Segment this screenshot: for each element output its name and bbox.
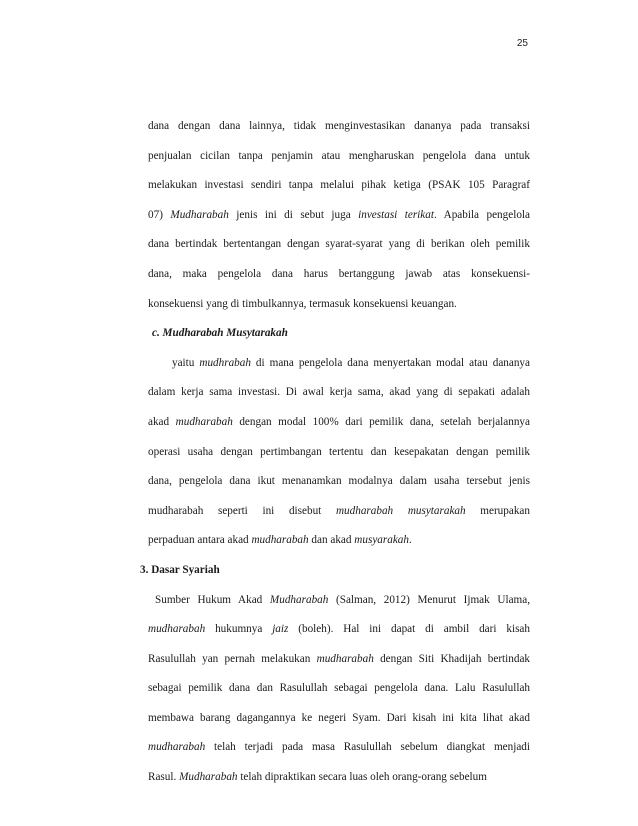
paragraph-2	[148, 349, 530, 556]
italic-term: mudharabah	[316, 652, 374, 665]
text-line	[148, 438, 530, 468]
text-run: jenis ini di sebut juga	[228, 208, 359, 221]
text-line	[148, 704, 530, 734]
text-run: operasi usaha dengan pertimbangan tertentu dan kesepakatan dengan pemilik	[148, 445, 530, 458]
text-line	[148, 615, 530, 645]
text-line	[148, 378, 530, 408]
text-run: di mana pengelola dana menyertakan modal atau dananya	[250, 356, 530, 369]
italic-term: mudharabah	[148, 741, 206, 754]
text-run: dana bertindak bertentangan dengan syarat-syarat yang di berikan oleh pemilik	[148, 238, 530, 251]
italic-term: mudharabah musytarakah	[335, 504, 466, 517]
text-line	[148, 645, 530, 675]
italic-term: jaiz	[272, 623, 289, 636]
text-run: melakukan investasi sendiri tanpa melalui pihak ketiga (PSAK 105 Paragraf	[148, 179, 530, 192]
text-line	[148, 349, 530, 379]
text-run: dana, pengelola dana ikut menanamkan modalnya dalam usaha tersebut jenis	[148, 475, 530, 488]
heading-dasar-syariah: 3. Dasar Syariah	[140, 563, 220, 576]
text-run: (Salman, 2012) Menurut Ijmak Ulama,	[328, 593, 530, 606]
text-line	[148, 171, 530, 201]
text-run: . Apabila pengelola	[433, 208, 530, 221]
text-run: penjualan cicilan tanpa penjamin atau mengharuskan pengelola dana untuk	[148, 149, 530, 162]
text-run: Rasul.	[148, 771, 180, 784]
text-run: akad	[148, 415, 176, 428]
page-number: 25	[516, 38, 528, 49]
italic-term: Mudharabah	[269, 593, 329, 606]
italic-term: mudharabah	[175, 415, 233, 428]
text-run: konsekuensi yang di timbulkannya, termasuk konsekuensi keuangan.	[148, 297, 457, 310]
text-line	[148, 497, 530, 527]
text-run: dana dengan dana lainnya, tidak menginvestasikan dananya pada transaksi	[148, 120, 530, 132]
italic-term: mudharabah	[251, 534, 309, 547]
text-run: telah terjadi pada masa Rasulullah sebelum diangkat menjadi	[205, 741, 530, 754]
text-run: telah dipraktikan secara luas oleh orang-orang sebelum	[237, 771, 487, 784]
text-run: mudharabah seperti ini disebut	[148, 504, 336, 517]
text-line	[148, 733, 530, 763]
italic-term: mudharabah	[148, 623, 206, 636]
italic-term: investasi terikat	[358, 208, 434, 221]
text-line	[148, 142, 530, 172]
paragraph-1	[148, 112, 530, 319]
text-run: sebagai pemilik dana dan Rasulullah sebagai pengelola dana. Lalu Rasulullah	[148, 682, 530, 695]
italic-term: musyarakah	[354, 534, 409, 547]
text-line	[148, 112, 530, 142]
italic-term: mudhrabah	[199, 356, 251, 369]
text-line	[148, 763, 530, 793]
text-run: dengan modal 100% dari pemilik dana, setelah berjalannya	[232, 415, 530, 428]
text-run: dalam kerja sama investasi. Di awal kerja sama, akad yang di sepakati adalah	[148, 386, 530, 399]
text-line	[148, 290, 530, 320]
text-run: merupakan	[465, 504, 530, 517]
text-run: (boleh). Hal ini dapat di ambil dari kisah	[288, 623, 530, 636]
heading-mudharabah-musytarakah: c. Mudharabah Musytarakah	[152, 327, 288, 340]
text-run: yaitu	[172, 356, 200, 369]
text-line	[148, 467, 530, 497]
text-line	[148, 201, 530, 231]
paragraph-3	[148, 586, 530, 793]
text-line	[148, 674, 530, 704]
text-run: membawa barang dagangannya ke negeri Syam. Dari kisah ini kita lihat akad	[148, 711, 530, 724]
text-run: Rasulullah yan pernah melakukan	[148, 652, 317, 665]
text-run: .	[408, 534, 412, 547]
text-run: dengan Siti Khadijah bertindak	[373, 652, 530, 665]
text-run: dana, maka pengelola dana harus bertanggung jawab atas konsekuensi-	[148, 267, 530, 280]
text-run: 07)	[148, 208, 171, 221]
text-line	[148, 586, 530, 616]
text-run: Sumber Hukum Akad	[155, 593, 270, 606]
text-run: hukumnya	[205, 623, 273, 636]
text-line	[148, 230, 530, 260]
italic-term: Mudharabah	[170, 208, 229, 221]
text-run: dan akad	[308, 534, 355, 547]
text-run: perpaduan antara akad	[148, 534, 252, 547]
text-line	[148, 408, 530, 438]
italic-term: Mudharabah	[179, 771, 238, 784]
document-body	[140, 112, 530, 793]
text-line	[148, 260, 530, 290]
text-line	[148, 526, 530, 556]
